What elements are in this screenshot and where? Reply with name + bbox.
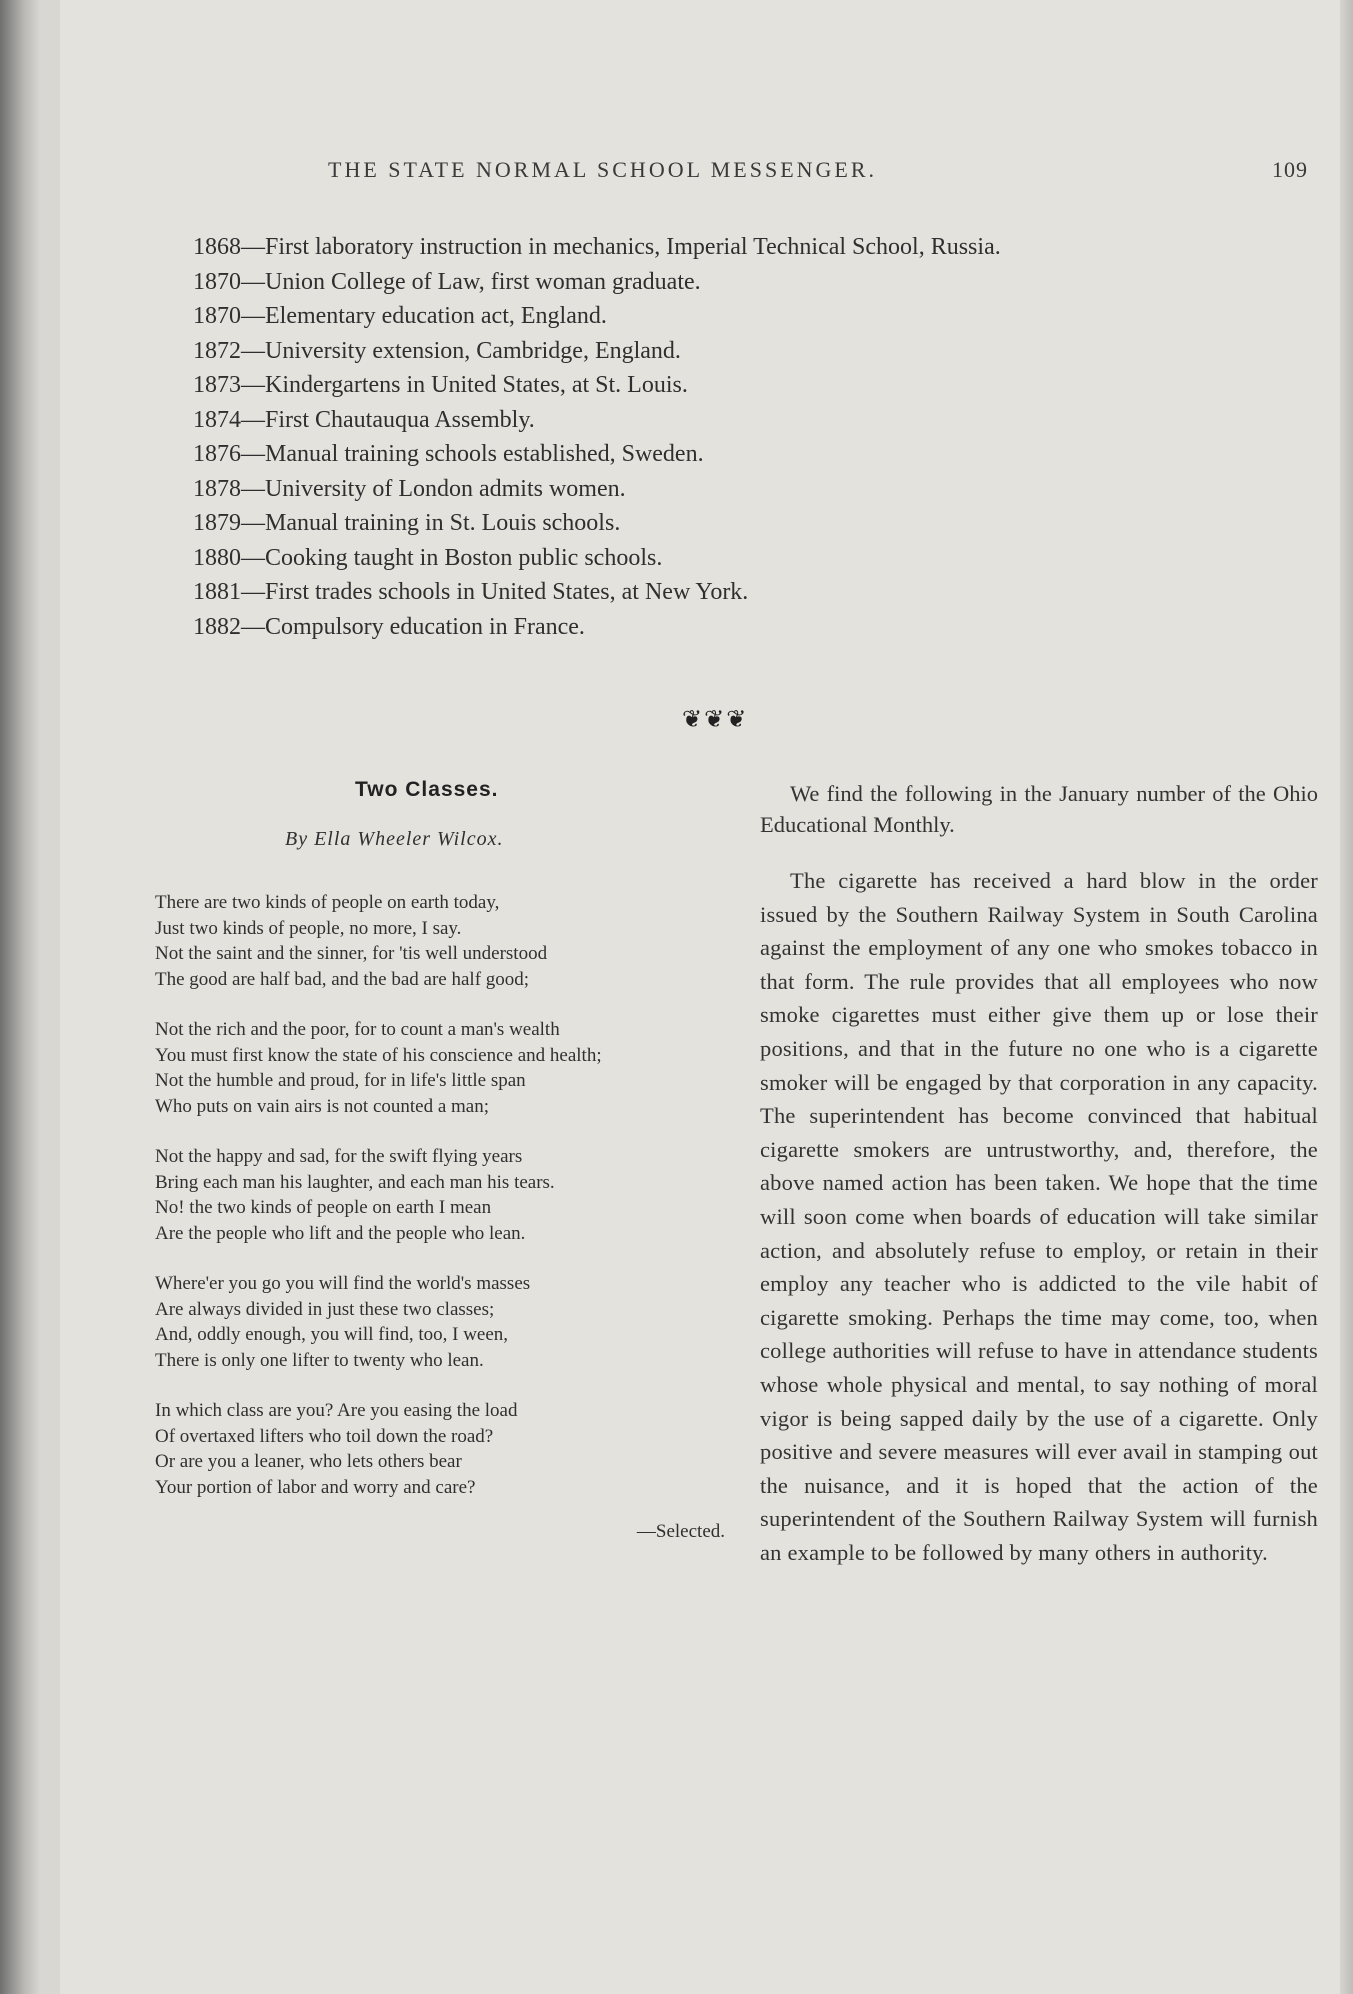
document-page (60, 0, 1340, 1994)
timeline-entry: 1874—First Chautauqua Assembly. (193, 406, 535, 433)
poem-stanzas (155, 890, 735, 1544)
journal-title: THE STATE NORMAL SCHOOL MESSENGER. (328, 157, 878, 182)
poem-line: Not the humble and proud, for in life's little span (155, 1070, 526, 1091)
timeline-entry: 1882—Compulsory education in France. (193, 613, 585, 640)
article-intro: We find the following in the January number of the Ohio Educational Monthly. (760, 781, 1318, 837)
poem-line: There are two kinds of people on earth today, (155, 892, 500, 913)
poem-line: There is only one lifter to twenty who lean. (155, 1349, 484, 1371)
poem-stanza (155, 1144, 735, 1246)
poem-signoff: —Selected. (636, 1521, 725, 1542)
poem-line: Of overtaxed lifters who toil down the road? (155, 1425, 494, 1447)
poem-line: Not the rich and the poor, for to count a man's wealth (155, 1019, 560, 1040)
poem-line: Not the saint and the sinner, for 'tis well understood (155, 943, 548, 964)
poem-line: Not the happy and sad, for the swift flying years (155, 1146, 523, 1167)
poem-line: Bring each man his laughter, and each man his tears. (155, 1171, 555, 1193)
poem-stanza (155, 890, 735, 992)
poem-line: No! the two kinds of people on earth I mean (155, 1197, 492, 1218)
page-number: 109 (1272, 157, 1308, 182)
poem-line: In which class are you? Are you easing the load (155, 1400, 518, 1421)
timeline-entry: 1878—University of London admits women. (193, 475, 626, 502)
poem-line: And, oddly enough, you will find, too, I ween, (155, 1324, 509, 1345)
education-timeline (193, 230, 1343, 644)
poem-byline: By Ella Wheeler Wilcox. (285, 828, 504, 850)
article-column (760, 778, 1318, 1569)
timeline-entry: 1879—Manual training in St. Louis schools. (193, 510, 621, 536)
poem-line: The good are half bad, and the bad are half good; (155, 968, 530, 990)
poem-line: Your portion of labor and worry and care? (155, 1476, 476, 1498)
poem-line: Who puts on vain airs is not counted a man; (155, 1095, 490, 1117)
poem-stanza (155, 1271, 735, 1373)
poem-line: Are always divided in just these two classes; (155, 1298, 495, 1320)
poem-line: Where'er you go you will find the world's masses (155, 1273, 531, 1294)
poem-stanza (155, 1398, 735, 1500)
poem-line: Or are you a leaner, who lets others bear (155, 1451, 462, 1472)
article-body: The cigarette has received a hard blow in the order issued by the Southern Railway System in South Carolina against the employment of any one who smokes tobacco in that form. The rule provides that all employees who now smoke cigarettes must either give them up or lose their positions, and that in the future no one who is a cigarette smoker will be engaged by that corporation in any capacity. The superintendent has become convinced that habitual cigarette smokers are untrustworthy, and, therefore, the above named action has been taken. We hope that the time will soon come when boards of education will take similar action, and absolutely refuse to employ, or retain in their employ any teacher who is addicted to the vile habit of cigarette smoking. Perhaps the time may come, too, when college authorities will refuse to have in attendance students whose whole physical and mental, to say nothing of moral vigor is being sapped daily by the use of a cigarette. Only positive and severe measures will ever avail in stamping out the nuisance, and it is hoped that the action of the superintendent of the Southern Railway System will furnish an example to be followed by many others in authority. (760, 868, 1318, 1565)
scan-edge-shadow (0, 0, 40, 1994)
timeline-entry: 1870—Union College of Law, first woman graduate. (193, 268, 701, 295)
timeline-entry: 1880—Cooking taught in Boston public schools. (193, 544, 663, 571)
timeline-entry: 1881—First trades schools in United States, at New York. (193, 579, 749, 605)
timeline-entry: 1876—Manual training schools established, Sweden. (193, 441, 704, 467)
poem-line: Are the people who lift and the people who lean. (155, 1222, 526, 1244)
section-ornament: ❦❦❦ (682, 705, 749, 733)
timeline-entry: 1872—University extension, Cambridge, England. (193, 337, 681, 364)
timeline-entry: 1873—Kindergartens in United States, at St. Louis. (193, 372, 688, 398)
timeline-entry: 1870—Elementary education act, England. (193, 303, 607, 329)
poem-line: Just two kinds of people, no more, I say. (155, 917, 462, 939)
timeline-entry: 1868—First laboratory instruction in mechanics, Imperial Technical School, Russia. (193, 234, 1001, 260)
poem-stanza (155, 1017, 735, 1119)
scan-edge-right (1339, 0, 1353, 1994)
poem-title: Two Classes. (355, 778, 499, 801)
poem-line: You must first know the state of his conscience and health; (155, 1044, 602, 1066)
